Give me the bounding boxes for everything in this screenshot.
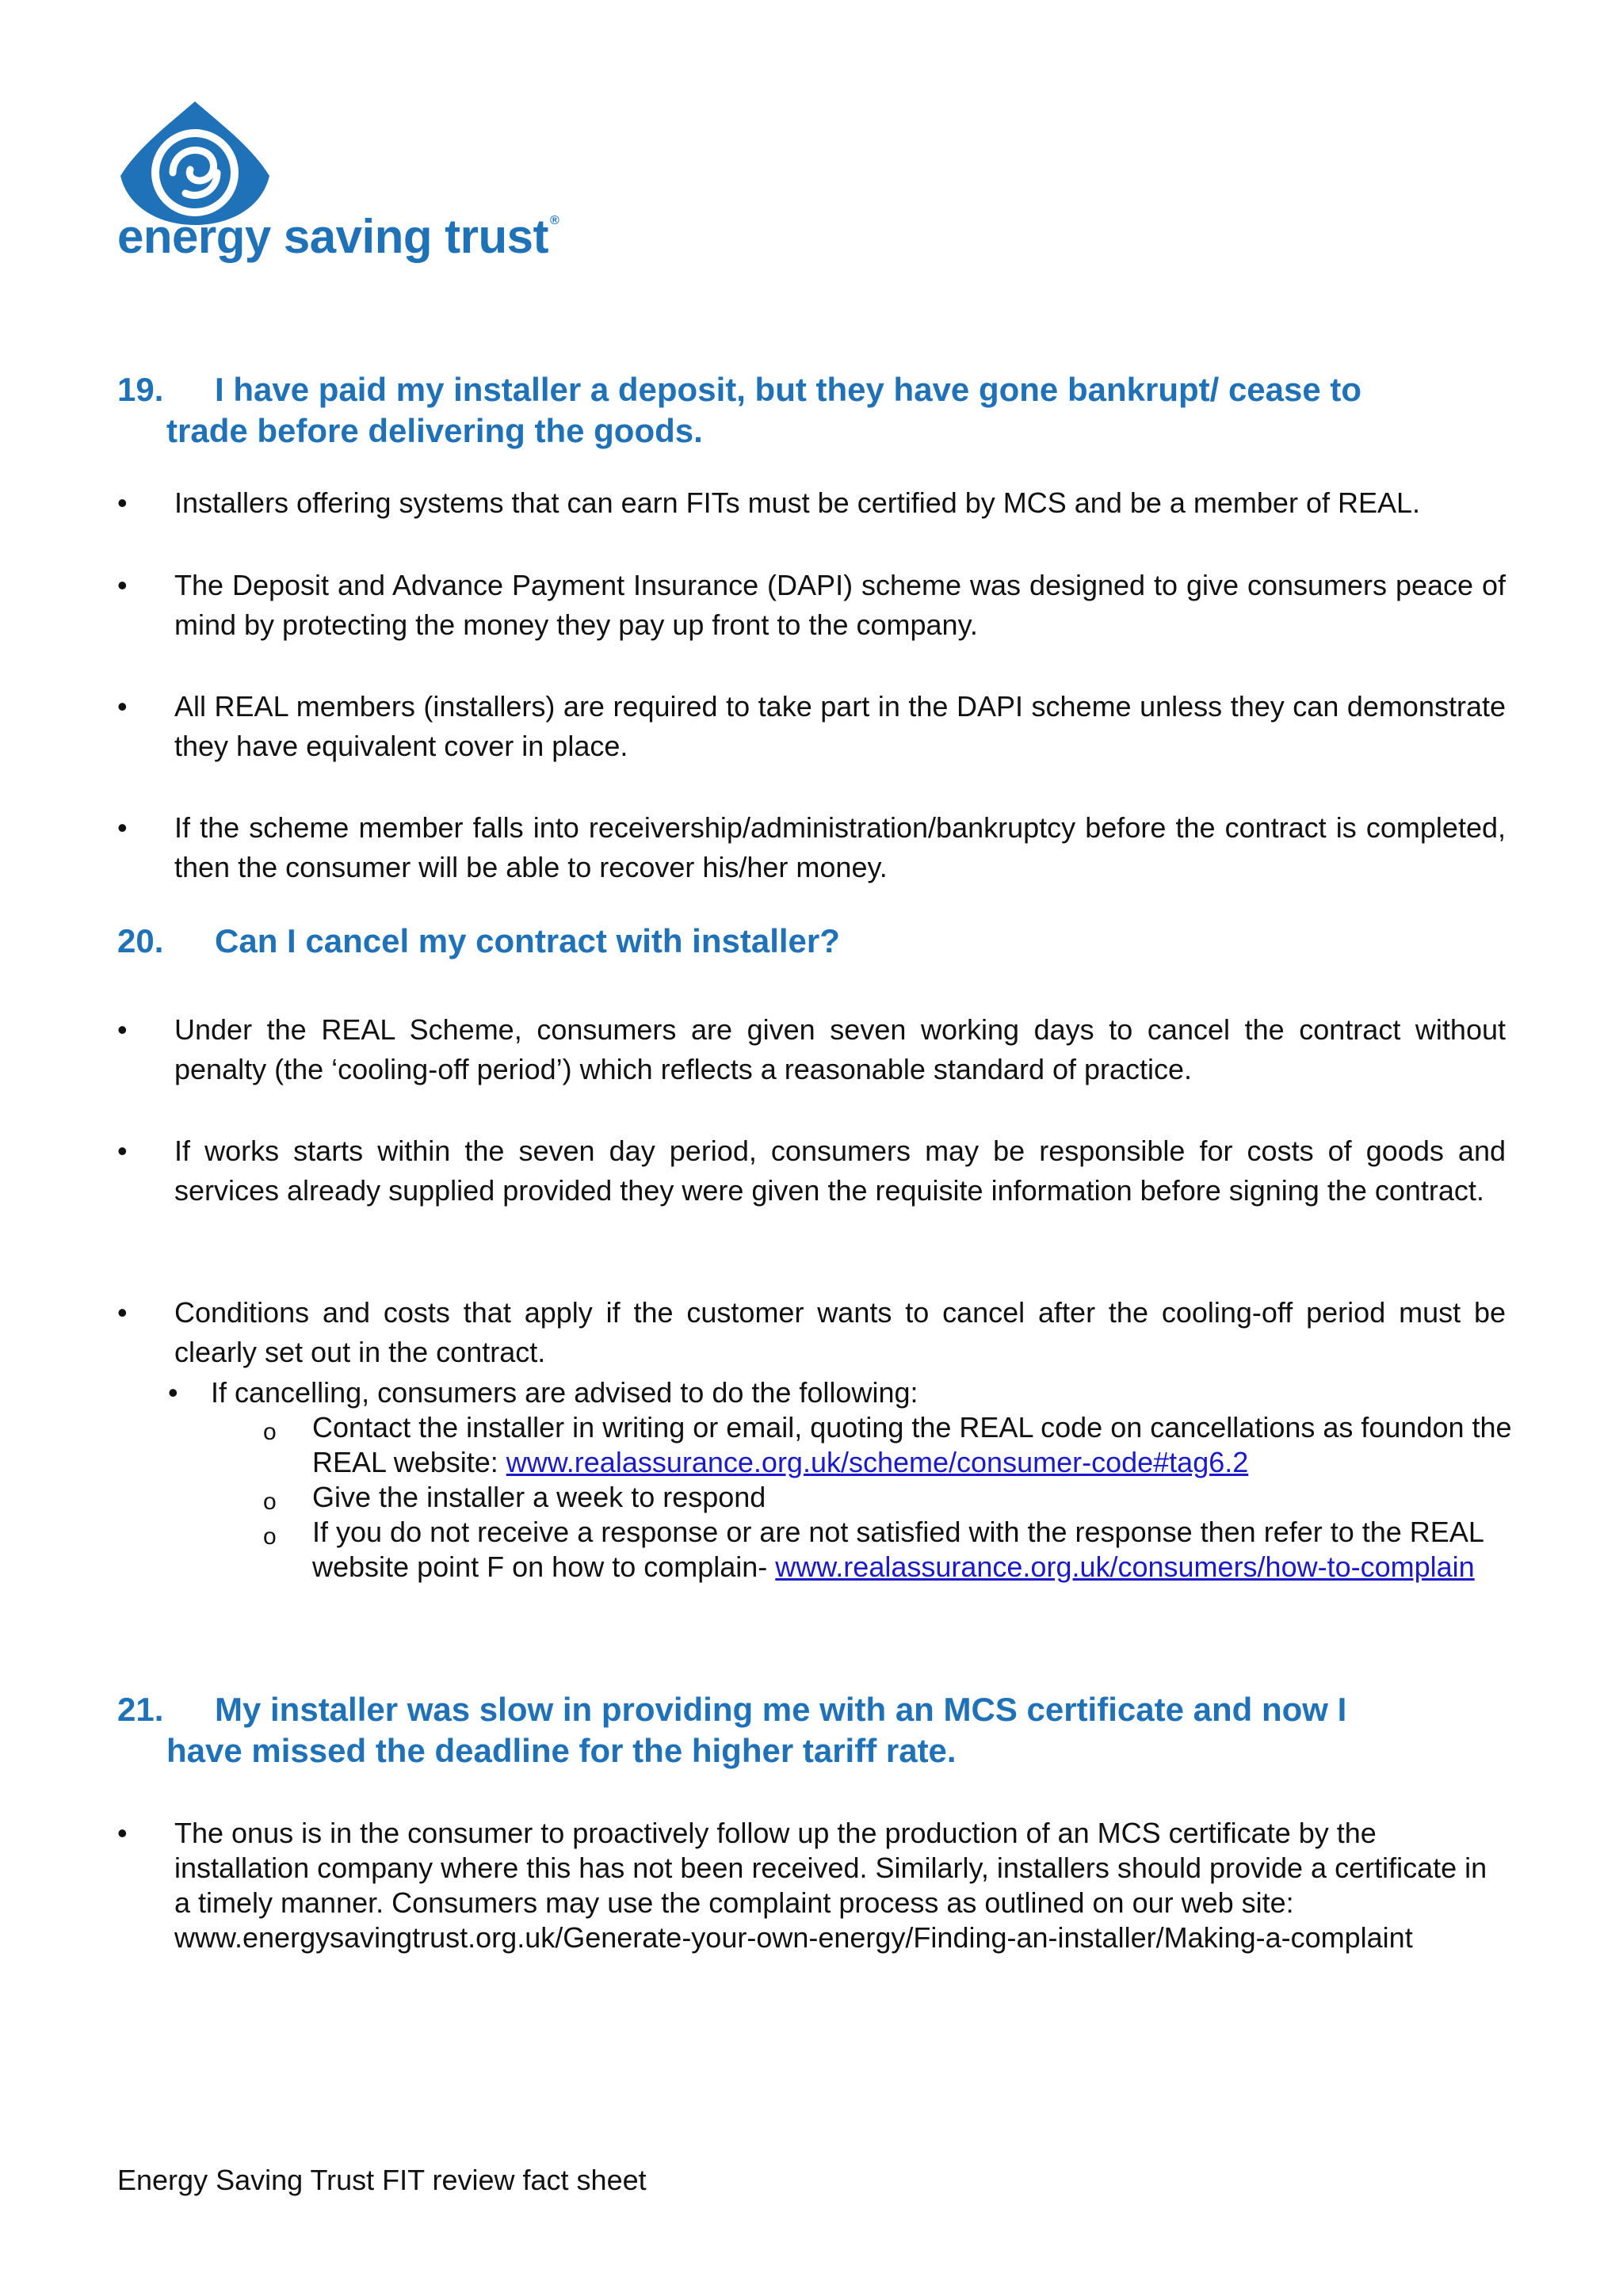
step-item: o Give the installer a week to respond [263, 1481, 766, 1515]
swirl-logo-icon [117, 100, 273, 227]
list-item: • Conditions and costs that apply if the customer wants to cancel after the cooling-off period must be clearly set out in the contract. [117, 1296, 1506, 1368]
step-item: o Contact the installer in writing or email, quoting the REAL code on cancellations as foundon the REAL website: www.realassurance.org.uk/scheme/consumer-code#tag6.2 [263, 1411, 1512, 1478]
step-item: o If you do not receive a response or are not satisfied with the response then refer to the REAL website point F on how to complain- www.realassurance.org.uk/consumers/how-to-complain [263, 1516, 1484, 1583]
list-item: • If the scheme member falls into receivership/administration/bankruptcy before the contract is completed, then the consumer will be able to recover his/her money. [117, 811, 1506, 883]
list-item: • Installers offering systems that can earn FITs must be certified by MCS and be a member of REAL. [117, 486, 1421, 519]
energy-saving-trust-logo [117, 100, 561, 274]
list-item: • If works starts within the seven day period, consumers may be responsible for costs of goods and services already supplied provided they were given the requisite information before signing the contract. [117, 1135, 1506, 1207]
section-19-heading: 19. I have paid my installer a deposit, but they have gone bankrupt/ cease to trade before delivering the goods. [117, 371, 1362, 449]
list-item: • All REAL members (installers) are required to take part in the DAPI scheme unless they can demonstrate they have equivalent cover in place. [117, 690, 1506, 762]
page-footer: Energy Saving Trust FIT review fact sheet [117, 2164, 647, 2196]
sub-list-item: • If cancelling, consumers are advised to do the following: [168, 1376, 918, 1409]
real-consumer-code-link[interactable]: www.realassurance.org.uk/scheme/consumer-code#tag6.2 [506, 1446, 1249, 1478]
logo-wordmark: energy saving trust ® [117, 210, 559, 263]
real-how-to-complain-link[interactable]: www.realassurance.org.uk/consumers/how-to-complain [775, 1550, 1475, 1583]
list-item: • Under the REAL Scheme, consumers are given seven working days to cancel the contract without penalty (the ‘cooling-off period’) which reflects a reasonable standard of practice. [117, 1013, 1506, 1085]
list-item: • The onus is in the consumer to proactively follow up the production of an MCS certificate by the installation company where this has not been received. Similarly, installers should provide a certificate in a timely manner. Consumers may use the complaint process as outlined on our web site: www.energysavingtrust.org.uk/Generate-your-own-energy/Finding-an-installer/Making-a-complaint [117, 1817, 1487, 1954]
section-20-heading: 20. Can I cancel my contract with installer? [117, 922, 840, 959]
list-item: • The Deposit and Advance Payment Insurance (DAPI) scheme was designed to give consumers peace of mind by protecting the money they pay up front to the company. [117, 569, 1506, 641]
section-21-heading: 21. My installer was slow in providing me with an MCS certificate and now I have missed the deadline for the higher tariff rate. [117, 1691, 1347, 1769]
